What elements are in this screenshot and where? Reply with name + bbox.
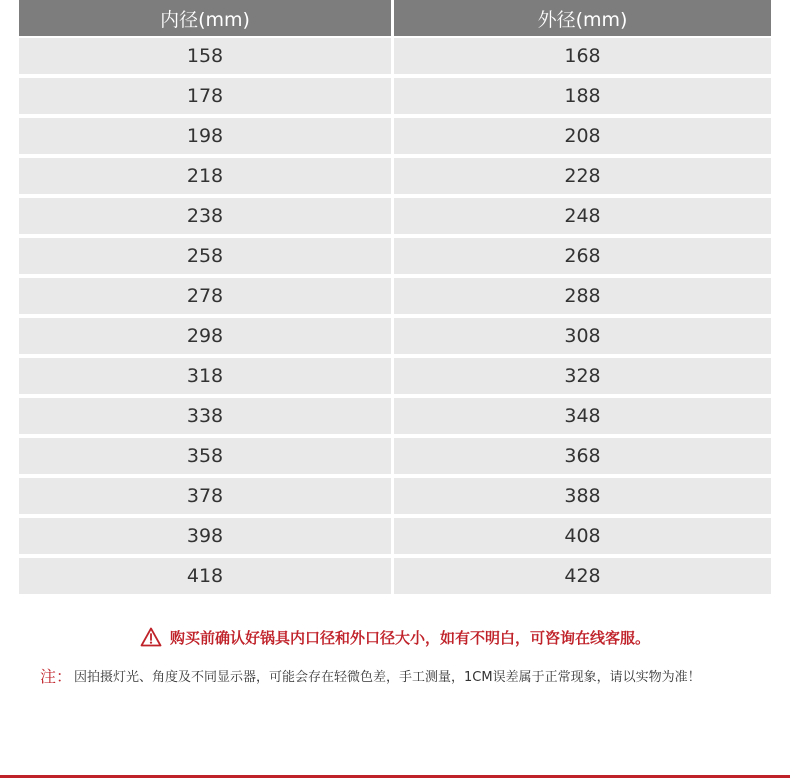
outer-diameter-cell: 288 xyxy=(394,278,771,318)
disclaimer-note xyxy=(40,662,701,688)
column-header-outer-diameter: 外径(mm) xyxy=(394,0,771,38)
inner-diameter-cell: 358 xyxy=(19,438,394,478)
inner-diameter-cell: 418 xyxy=(19,558,394,598)
table-row xyxy=(19,398,771,438)
table-row xyxy=(19,238,771,278)
outer-diameter-cell: 328 xyxy=(394,358,771,398)
outer-diameter-cell: 268 xyxy=(394,238,771,278)
inner-diameter-cell: 318 xyxy=(19,358,394,398)
inner-diameter-cell: 238 xyxy=(19,198,394,238)
table-row xyxy=(19,478,771,518)
bottom-divider xyxy=(0,775,790,778)
note-label: 注： xyxy=(40,666,73,686)
table-row xyxy=(19,118,771,158)
inner-diameter-cell: 278 xyxy=(19,278,394,318)
outer-diameter-cell: 188 xyxy=(394,78,771,118)
table-header-row xyxy=(19,0,771,38)
table-row xyxy=(19,518,771,558)
table-row xyxy=(19,158,771,198)
inner-diameter-cell: 338 xyxy=(19,398,394,438)
table-row xyxy=(19,198,771,238)
table-row xyxy=(19,558,771,598)
table-row xyxy=(19,438,771,478)
inner-diameter-cell: 258 xyxy=(19,238,394,278)
outer-diameter-cell: 168 xyxy=(394,38,771,78)
inner-diameter-cell: 218 xyxy=(19,158,394,198)
table-row xyxy=(19,318,771,358)
outer-diameter-cell: 408 xyxy=(394,518,771,558)
inner-diameter-cell: 198 xyxy=(19,118,394,158)
purchase-warning xyxy=(0,624,790,650)
outer-diameter-cell: 348 xyxy=(394,398,771,438)
warning-text: 购买前确认好锅具内口径和外口径大小，如有不明白，可咨询在线客服。 xyxy=(169,628,650,647)
outer-diameter-cell: 248 xyxy=(394,198,771,238)
outer-diameter-cell: 388 xyxy=(394,478,771,518)
table-row xyxy=(19,278,771,318)
size-table xyxy=(19,0,771,598)
table-body xyxy=(19,38,771,598)
warning-triangle-icon xyxy=(140,627,162,647)
outer-diameter-cell: 308 xyxy=(394,318,771,358)
inner-diameter-cell: 178 xyxy=(19,78,394,118)
outer-diameter-cell: 428 xyxy=(394,558,771,598)
column-header-inner-diameter: 内径(mm) xyxy=(19,0,394,38)
inner-diameter-cell: 298 xyxy=(19,318,394,358)
outer-diameter-cell: 228 xyxy=(394,158,771,198)
outer-diameter-cell: 208 xyxy=(394,118,771,158)
table-row xyxy=(19,358,771,398)
table-row xyxy=(19,38,771,78)
inner-diameter-cell: 158 xyxy=(19,38,394,78)
table-row xyxy=(19,78,771,118)
inner-diameter-cell: 398 xyxy=(19,518,394,558)
note-text: 因拍摄灯光、角度及不同显示器，可能会存在轻微色差，手工测量，1CM误差属于正常现象，请以实物为准！ xyxy=(74,669,701,685)
outer-diameter-cell: 368 xyxy=(394,438,771,478)
inner-diameter-cell: 378 xyxy=(19,478,394,518)
